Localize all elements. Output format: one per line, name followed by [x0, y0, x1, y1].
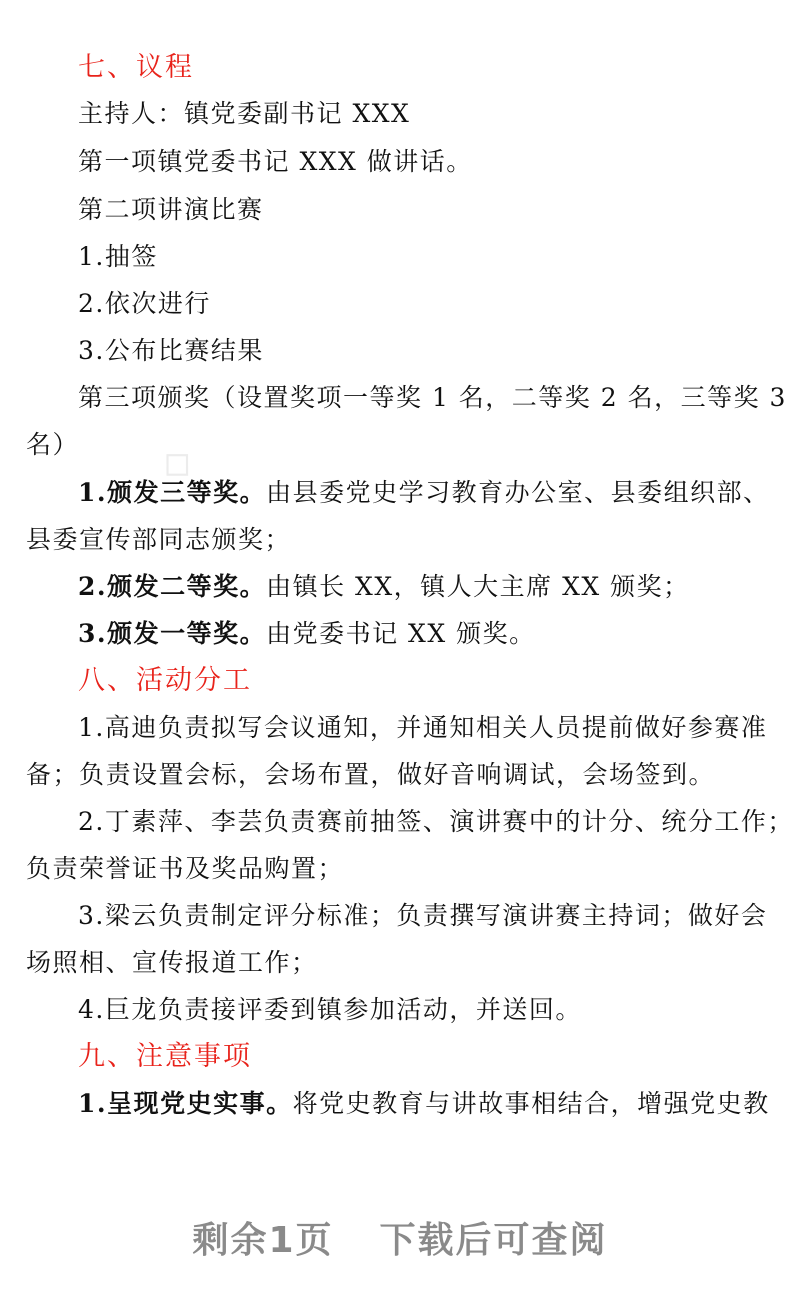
bold-lead: 3.颁发一等奖。	[78, 619, 267, 648]
text-line: 第三项颁奖（设置奖项一等奖 1 名，二等奖 2 名，三等奖 3	[78, 383, 787, 412]
text-line: 场照相、宣传报道工作；	[26, 948, 318, 977]
text-line	[0, 476, 800, 510]
text-line: 3.梁云负责制定评分标准；负责撰写演讲赛主持词；做好会	[78, 901, 768, 930]
section-heading: 七、议程	[78, 52, 194, 83]
text-line: 主持人：镇党委副书记 XXX	[78, 99, 411, 128]
line-text: 将党史教育与讲故事相结合，增强党史教	[292, 1089, 770, 1118]
text-line: 1.高迪负责拟写会议通知，并通知相关人员提前做好参赛准	[78, 713, 768, 742]
line-text: 由镇长 XX，镇人大主席 XX 颁奖；	[266, 572, 690, 601]
section-heading: 九、注意事项	[78, 1041, 252, 1072]
text-line: 第二项讲演比赛	[78, 195, 264, 224]
text-line	[0, 1087, 800, 1121]
remaining-pages-text: 剩余1页	[192, 1220, 334, 1261]
bold-lead: 2.颁发二等奖。	[78, 572, 267, 601]
text-line	[0, 617, 800, 651]
text-line: 1.抽签	[78, 242, 158, 271]
text-line: 2.丁素萍、李芸负责赛前抽签、演讲赛中的计分、统分工作；	[78, 807, 794, 836]
text-line: 第一项镇党委书记 XXX 做讲话。	[78, 147, 473, 176]
watermark: ◇	[148, 435, 203, 491]
download-to-view-text: 下载后可查阅	[379, 1220, 608, 1261]
text-line: 4.巨龙负责接评委到镇参加活动，并送回。	[78, 995, 582, 1024]
line-text: 由党委书记 XX 颁奖。	[266, 619, 536, 648]
download-prompt[interactable]	[0, 1212, 800, 1263]
text-line: 2.依次进行	[78, 289, 211, 318]
section-heading: 八、活动分工	[78, 665, 252, 696]
text-line	[0, 570, 800, 604]
text-line: 负责荣誉证书及奖品购置；	[26, 854, 345, 883]
line-text: 由县委党史学习教育办公室、县委组织部、	[266, 478, 770, 507]
text-line: 县委宣传部同志颁奖；	[26, 525, 292, 554]
bold-lead: 1.呈现党史实事。	[78, 1089, 293, 1118]
bold-lead: 1.颁发三等奖。	[78, 478, 267, 507]
text-line: 3.公布比赛结果	[78, 336, 264, 365]
text-line: 名）	[26, 430, 80, 459]
text-line: 备；负责设置会标，会场布置，做好音响调试，会场签到。	[26, 760, 716, 789]
